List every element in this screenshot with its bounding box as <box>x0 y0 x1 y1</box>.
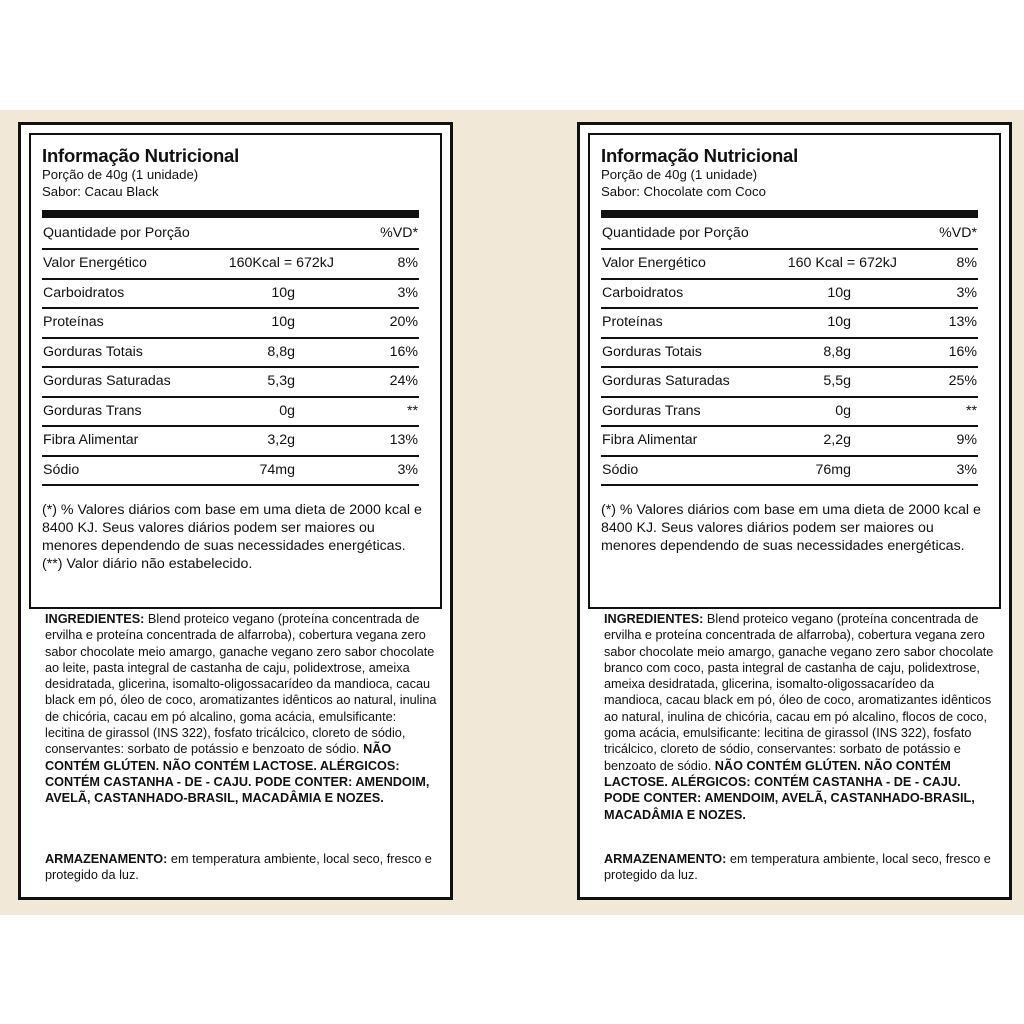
nutrient-name: Gorduras Trans <box>43 402 142 419</box>
storage-label: ARMAZENAMENTO: <box>604 852 727 866</box>
flavor-text: Sabor: Cacau Black <box>42 184 159 199</box>
nutrient-vd: 8% <box>397 255 418 271</box>
table-row <box>42 366 419 398</box>
header-quantity: Quantidade por Porção <box>43 225 190 241</box>
ingredients-label: INGREDIENTES: <box>604 612 704 626</box>
storage-text <box>604 851 996 884</box>
nutrient-name: Carboidratos <box>602 284 684 301</box>
table-row <box>601 337 978 369</box>
nutrient-name: Sódio <box>43 461 80 478</box>
ingredients-text <box>45 611 437 807</box>
nutrient-amount: 160Kcal = 672kJ <box>228 255 334 271</box>
daily-values-footnote: (*) % Valores diários com base em uma dieta de 2000 kcal e 8400 KJ. Seus valores diários podem ser maiores ou menores dependendo de suas necessidades energéticas. <box>601 502 981 554</box>
header-vd: %VD* <box>939 225 977 241</box>
table-row <box>601 396 978 428</box>
table-row <box>601 307 978 339</box>
nutrient-vd: 9% <box>956 432 977 448</box>
nutrient-name: Gorduras Saturadas <box>602 373 730 389</box>
table-row <box>601 366 978 398</box>
nutrition-title: Informação Nutricional <box>42 145 240 166</box>
nutrient-name: Gorduras Trans <box>602 402 701 419</box>
portion-text: Porção de 40g (1 unidade) <box>601 167 758 182</box>
nutrient-amount: 8,8g <box>267 343 295 360</box>
table-row <box>42 455 419 487</box>
nutrient-vd: 3% <box>397 284 418 301</box>
table-row <box>601 278 978 310</box>
nutrient-vd: 3% <box>956 284 977 301</box>
storage-text <box>45 851 437 884</box>
allergen-warning: NÃO CONTÉM GLÚTEN. NÃO CONTÉM LACTOSE. ALÉRGICOS: CONTÉM CASTANHA - DE - CAJU. PODE CONTER: AMENDOIM, AVELÃ, CASTANHADO-BRASIL, MACADÂMIA E NOZES. <box>45 742 430 806</box>
header-vd: %VD* <box>380 225 418 241</box>
nutrient-vd: 24% <box>389 373 418 389</box>
table-header-row <box>42 218 419 250</box>
nutrient-amount: 10g <box>271 284 295 301</box>
ingredients-label: INGREDIENTES: <box>45 612 145 626</box>
nutrient-amount: 3,2g <box>267 432 295 448</box>
nutrition-label-chocolate-coco <box>577 122 1012 900</box>
allergen-warning: NÃO CONTÉM GLÚTEN. NÃO CONTÉM LACTOSE. ALÉRGICOS: CONTÉM CASTANHA - DE - CAJU. PODE CONTER: AMENDOIM, AVELÃ, CASTANHADO-BRASIL, MACADÂMIA E NOZES. <box>604 758 975 822</box>
table-row <box>42 396 419 428</box>
nutrient-vd: 8% <box>956 255 977 271</box>
table-row <box>42 278 419 310</box>
nutrient-name: Valor Energético <box>43 255 147 271</box>
table-row <box>42 337 419 369</box>
nutrient-name: Sódio <box>602 461 639 478</box>
nutrient-vd: 20% <box>389 314 418 330</box>
nutrient-name: Gorduras Totais <box>43 343 143 360</box>
nutrient-name: Fibra Alimentar <box>602 432 698 448</box>
nutrient-amount: 10g <box>827 284 851 301</box>
nutrient-amount: 5,3g <box>267 373 295 389</box>
ingredients-list: Blend proteico vegano (proteína concentrada de ervilha e proteína concentrada de alfarroba), cobertura vegana zero sabor chocolate meio amargo, ganache vegano zero sabor chocolate ao leite, pasta integral de castanha de caju, polidextrose, ameixa desidratada, glicerina, isomalto-oligossacarídeo da mandioca, cacau black em pó, óleo de coco, aromatizantes idênticos ao natural, inulina de chicória, cacau em pó alcalino, goma acácia, emulsificante: lecitina de girassol (INS 322), fosfato tricálcico, cloreto de sódio, conservantes: sorbato de potássio e benzoato de sódio. <box>45 612 437 757</box>
header-quantity: Quantidade por Porção <box>602 225 749 241</box>
table-row <box>601 455 978 487</box>
table-row <box>42 425 419 457</box>
nutrient-amount: 5,5g <box>823 373 851 389</box>
table-row <box>42 307 419 339</box>
nutrient-name: Gorduras Totais <box>602 343 702 360</box>
storage-instructions: em temperatura ambiente, local seco, fresco e protegido da luz. <box>45 852 432 883</box>
nutrient-vd: 3% <box>397 461 418 478</box>
nutrient-amount: 160 Kcal = 672kJ <box>787 255 897 271</box>
nutrient-amount: 76mg <box>815 461 851 478</box>
nutrient-amount: 10g <box>827 314 851 330</box>
table-row <box>601 248 978 280</box>
table-header-row <box>601 218 978 250</box>
nutrient-vd: 13% <box>389 432 418 448</box>
storage-label: ARMAZENAMENTO: <box>45 852 168 866</box>
nutrient-vd: 3% <box>956 461 977 478</box>
flavor-text: Sabor: Chocolate com Coco <box>601 184 766 199</box>
nutrient-name: Carboidratos <box>43 284 125 301</box>
nutrient-vd: ** <box>965 402 977 419</box>
thick-divider <box>42 210 419 218</box>
nutrient-vd: 13% <box>948 314 977 330</box>
nutrient-amount: 0g <box>835 402 851 419</box>
nutrient-vd: 25% <box>948 373 977 389</box>
storage-instructions: em temperatura ambiente, local seco, fresco e protegido da luz. <box>604 852 991 883</box>
daily-values-footnote: (*) % Valores diários com base em uma dieta de 2000 kcal e 8400 KJ. Seus valores diários podem ser maiores ou menores dependendo de suas necessidades energéticas. (**) Valor diário não estabelecido. <box>42 502 422 572</box>
nutrition-title: Informação Nutricional <box>601 145 799 166</box>
nutrient-vd: 16% <box>389 343 418 360</box>
table-row <box>601 425 978 457</box>
nutrient-amount: 10g <box>271 314 295 330</box>
nutrient-amount: 2,2g <box>823 432 851 448</box>
thick-divider <box>601 210 978 218</box>
nutrient-name: Valor Energético <box>602 255 706 271</box>
table-row <box>42 248 419 280</box>
nutrient-name: Proteínas <box>43 314 104 330</box>
nutrient-vd: 16% <box>948 343 977 360</box>
nutrient-amount: 0g <box>279 402 295 419</box>
nutrient-name: Gorduras Saturadas <box>43 373 171 389</box>
nutrient-name: Proteínas <box>602 314 663 330</box>
nutrient-amount: 74mg <box>259 461 295 478</box>
nutrition-label-cacau-black <box>18 122 453 900</box>
ingredients-text <box>604 611 996 823</box>
nutrient-amount: 8,8g <box>823 343 851 360</box>
portion-text: Porção de 40g (1 unidade) <box>42 167 199 182</box>
nutrient-name: Fibra Alimentar <box>43 432 139 448</box>
ingredients-list: Blend proteico vegano (proteína concentrada de ervilha e proteína concentrada de alfarroba), cobertura vegana zero sabor chocolate meio amargo, ganache vegano zero sabor chocolate branco com coco, pasta integral de castanha de caju, polidextrose, ameixa desidratada, glicerina, isomalto-oligossacarídeo da mandioca, cacau black em pó, óleo de coco, aromatizantes idênticos ao natural, inulina de chicória, cacau em pó alcalino, flocos de coco, goma acácia, emulsificante: lecitina de girassol (INS 322), fosfato tricálcico, cloreto de sódio, conservantes: sorbato de potássio e benzoato de sódio. <box>604 612 994 773</box>
nutrient-vd: ** <box>406 402 418 419</box>
